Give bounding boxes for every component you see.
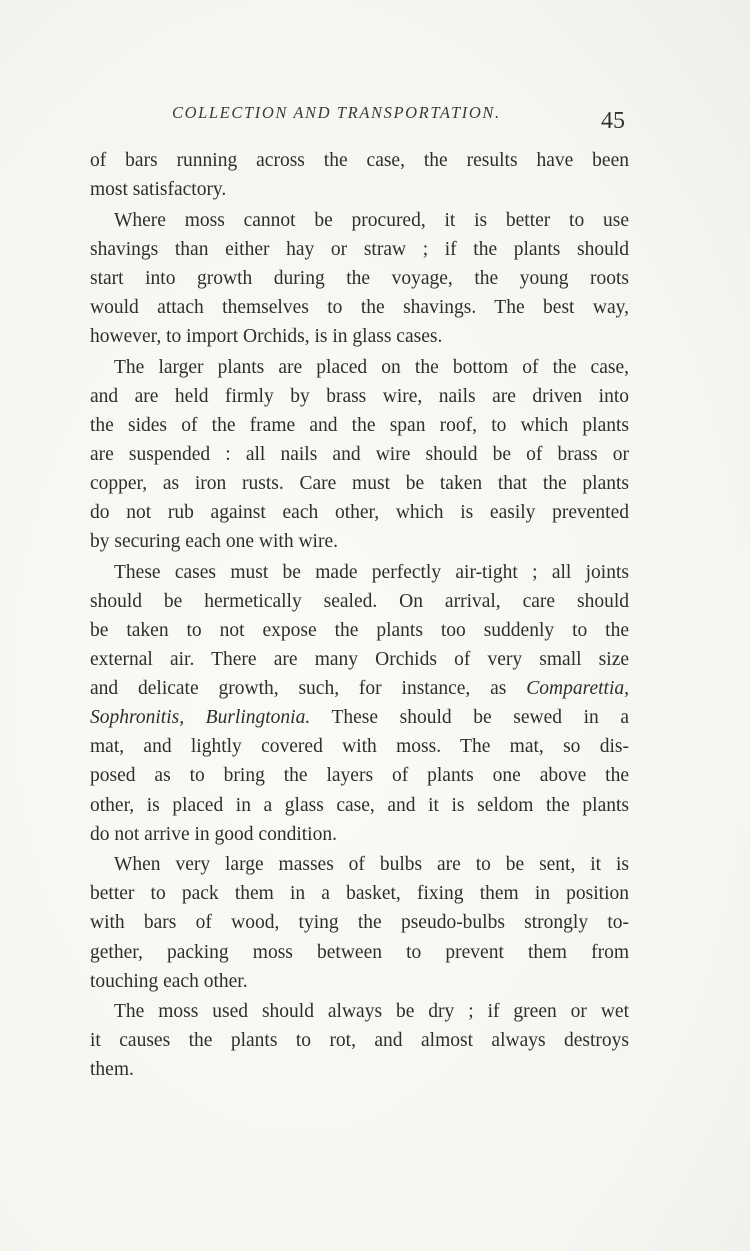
paragraph-5 [90,850,629,995]
text-line: with bars of wood, tying the pseudo-bulbs strongly to- [90,912,629,934]
text-line: of bars running across the case, the results have been [90,150,629,171]
text-line: mat, and lightly covered with moss. The mat, so dis- [90,736,629,758]
text-line: it causes the plants to rot, and almost always destroys [90,1030,629,1052]
genus-name-italic: Comparettia, [526,678,629,700]
running-title: COLLECTION AND TRANSPORTATION. [172,103,501,122]
paragraph-3 [90,353,629,557]
text-line: These cases must be made perfectly air-tight ; all joints [114,561,629,583]
paragraph-6 [90,997,629,1084]
text-line: other, is placed in a glass case, and it is seldom the plants [90,794,629,816]
text-line: Where moss cannot be procured, it is better to use [114,209,629,231]
text-line: do not arrive in good condition. [90,823,337,845]
text-line: posed as to bring the layers of plants one above the [90,765,629,787]
text-segment: and delicate growth, such, for instance, as [90,678,527,700]
text-line: the sides of the frame and the span roof, to which plants [90,414,629,436]
text-line: them. [90,1059,134,1081]
page-number: 45 [601,108,625,134]
text-line [90,703,629,732]
text-line: most satisfactory. [90,179,227,201]
paragraph-4 [90,558,629,849]
text-line: external air. There are many Orchids of very small size [90,649,629,671]
text-segment: These should be sewed in a [310,707,629,729]
text-line: are suspended : all nails and wire should be of brass or [90,443,629,465]
text-line: do not rub against each other, which is easily prevented [90,502,629,524]
paragraph-2 [90,206,629,351]
text-line: touching each other. [90,970,248,992]
text-line: would attach themselves to the shavings. The best way, [90,296,629,318]
text-line: shavings than either hay or straw ; if the plants should [90,238,629,260]
text-line: copper, as iron rusts. Care must be taken that the plants [90,473,629,495]
text-line: should be hermetically sealed. On arrival, care should [90,590,629,612]
text-line [90,674,629,703]
text-line: however, to import Orchids, is in glass cases. [90,326,443,348]
text-line: start into growth during the voyage, the young roots [90,267,629,289]
text-line: and are held firmly by brass wire, nails are driven into [90,385,629,407]
text-line: When very large masses of bulbs are to be sent, it is [114,854,629,876]
paragraph-1 [90,146,629,204]
text-line: The larger plants are placed on the bottom of the case, [114,356,629,378]
text-line: The moss used should always be dry ; if green or wet [114,1001,629,1023]
text-line: gether, packing moss between to prevent them from [90,941,629,963]
text-line: be taken to not expose the plants too suddenly to the [90,620,629,641]
text-line: by securing each one with wire. [90,531,338,553]
body-text [90,146,629,1086]
genus-names-italic: Sophronitis, Burlingtonia. [90,707,311,729]
text-line: better to pack them in a basket, fixing them in position [90,883,629,905]
